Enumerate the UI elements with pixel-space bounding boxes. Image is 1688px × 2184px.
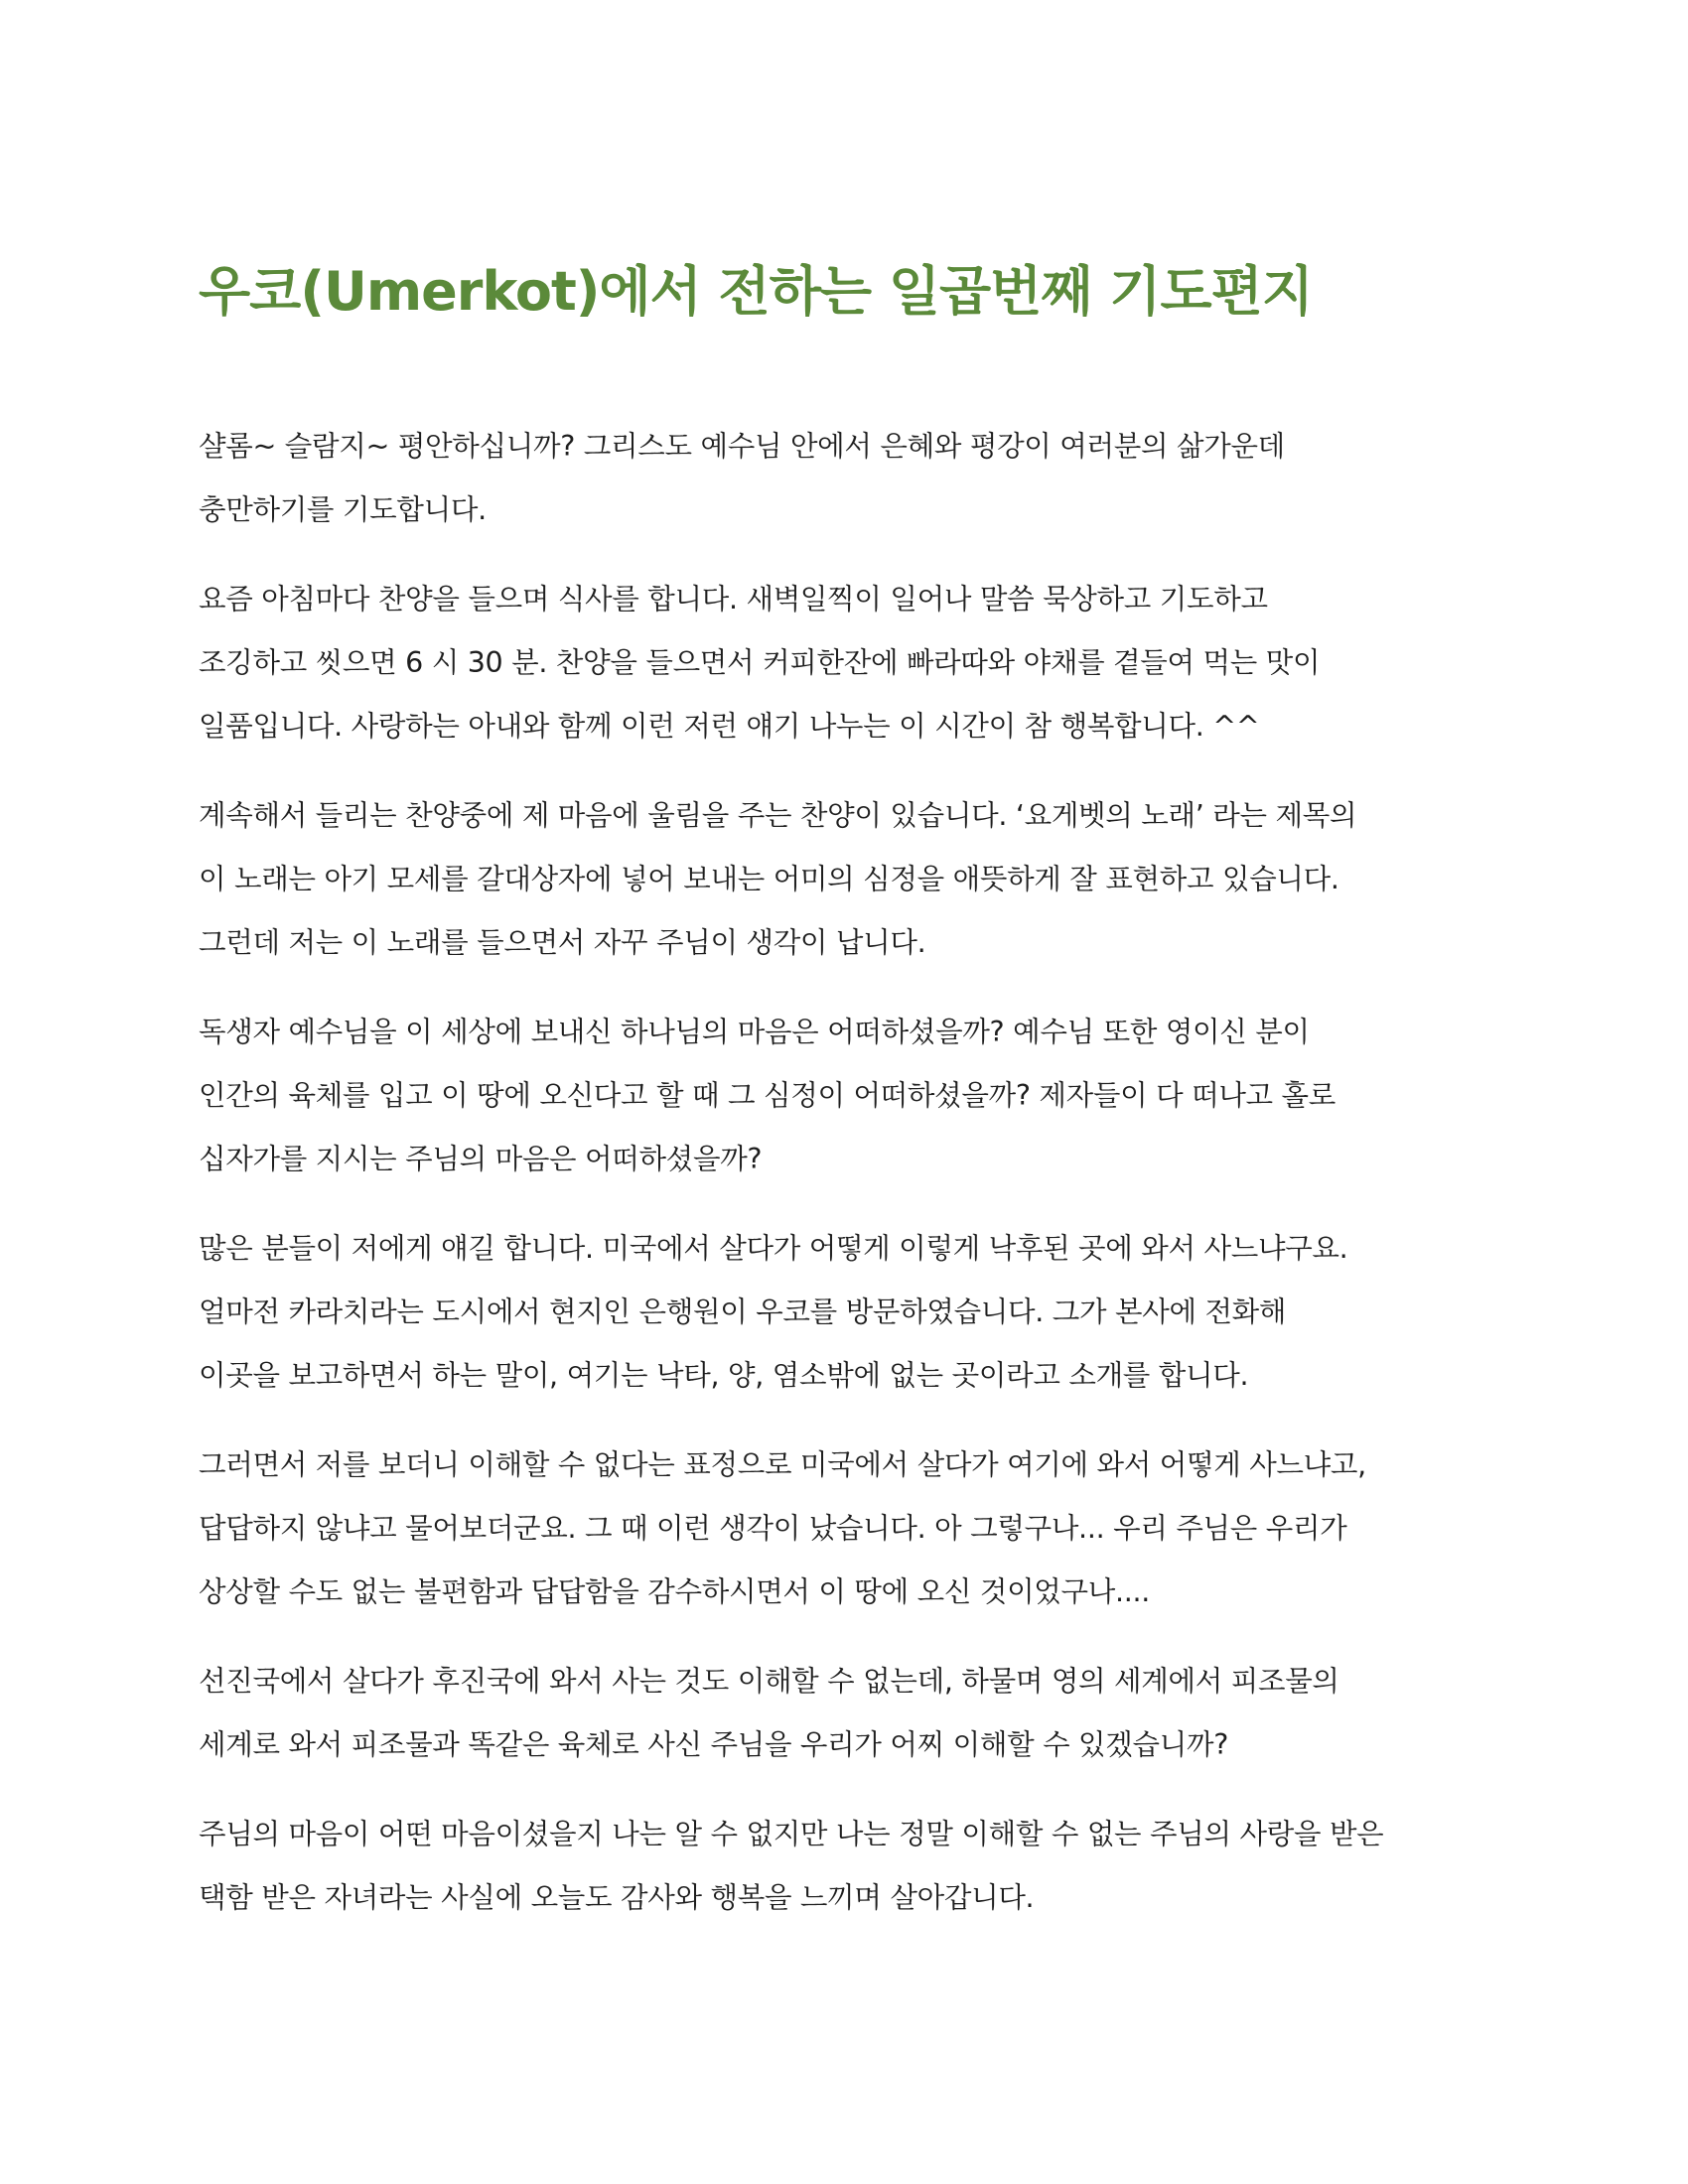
paragraph-greeting [199, 415, 1509, 542]
paragraph-god-heart [199, 1001, 1509, 1191]
paragraph-morning [199, 568, 1509, 758]
paragraph-line: 계속해서 들리는 찬양중에 제 마음에 울림을 주는 찬양이 있습니다. ‘요게벳의 노래’ 라는 제목의 [199, 799, 1357, 832]
paragraph-line: 충만하기를 기도합니다. [199, 493, 487, 526]
paragraph-line: 선진국에서 살다가 후진국에 와서 사는 것도 이해할 수 없는데, 하물며 영의 세계에서 피조물의 [199, 1665, 1339, 1698]
paragraph-line: 샬롬~ 슬람지~ 평안하십니까? 그리스도 예수님 안에서 은혜와 평강이 여러분의 삶가운데 [199, 430, 1285, 463]
paragraph-song [199, 784, 1509, 975]
paragraph-line: 독생자 예수님을 이 세상에 보내신 하나님의 마음은 어떠하셨을까? 예수님 또한 영이신 분이 [199, 1016, 1310, 1048]
paragraph-line: 요즘 아침마다 찬양을 들으며 식사를 합니다. 새벽일찍이 일어나 말씀 묵상하고 기도하고 [199, 583, 1268, 615]
paragraph-line: 세계로 와서 피조물과 똑같은 육체로 사신 주님을 우리가 어찌 이해할 수 있겠습니까? [199, 1728, 1229, 1761]
letter-title: 우코(Umerkot)에서 전하는 일곱번째 기도편지 [199, 260, 1313, 323]
paragraph-line: 일품입니다. 사랑하는 아내와 함께 이런 저런 얘기 나누는 이 시간이 참 행복합니다. ^^ [199, 710, 1260, 743]
paragraph-line: 조깅하고 씻으면 6 시 30 분. 찬양을 들으면서 커피한잔에 빠라따와 야채를 곁들여 먹는 맛이 [199, 646, 1321, 679]
paragraph-visitor [199, 1217, 1509, 1408]
paragraph-line: 많은 분들이 저에게 얘길 합니다. 미국에서 살다가 어떻게 이렇게 낙후된 곳에 와서 사느냐구요. [199, 1232, 1348, 1265]
paragraph-line: 답답하지 않냐고 물어보더군요. 그 때 이런 생각이 났습니다. 아 그렇구나... 우리 주님은 우리가 [199, 1512, 1347, 1545]
paragraph-realization [199, 1433, 1509, 1624]
paragraph-closing [199, 1803, 1509, 1930]
paragraph-line: 주님의 마음이 어떤 마음이셨을지 나는 알 수 없지만 나는 정말 이해할 수 없는 주님의 사랑을 받은 [199, 1818, 1384, 1850]
paragraph-line: 십자가를 지시는 주님의 마음은 어떠하셨을까? [199, 1143, 763, 1175]
paragraph-line: 상상할 수도 없는 불편함과 답답함을 감수하시면서 이 땅에 오신 것이었구나.... [199, 1575, 1151, 1608]
paragraph-line: 택함 받은 자녀라는 사실에 오늘도 감사와 행복을 느끼며 살아갑니다. [199, 1881, 1035, 1914]
paragraph-line: 이 노래는 아기 모세를 갈대상자에 넣어 보내는 어미의 심정을 애뜻하게 잘 표현하고 있습니다. [199, 863, 1339, 895]
paragraph-line: 인간의 육체를 입고 이 땅에 오신다고 할 때 그 심정이 어떠하셨을까? 제자들이 다 떠나고 홀로 [199, 1079, 1336, 1112]
paragraph-line: 이곳을 보고하면서 하는 말이, 여기는 낙타, 양, 염소밖에 없는 곳이라고 소개를 합니다. [199, 1359, 1249, 1392]
paragraph-line: 얼마전 카라치라는 도시에서 현지인 은행원이 우코를 방문하였습니다. 그가 본사에 전화해 [199, 1296, 1287, 1328]
paragraph-line: 그런데 저는 이 노래를 들으면서 자꾸 주님이 생각이 납니다. [199, 926, 926, 959]
paragraph-line: 그러면서 저를 보더니 이해할 수 없다는 표정으로 미국에서 살다가 여기에 와서 어떻게 사느냐고, [199, 1448, 1366, 1481]
letter-page [199, 254, 1509, 1956]
paragraph-comparison [199, 1650, 1509, 1777]
